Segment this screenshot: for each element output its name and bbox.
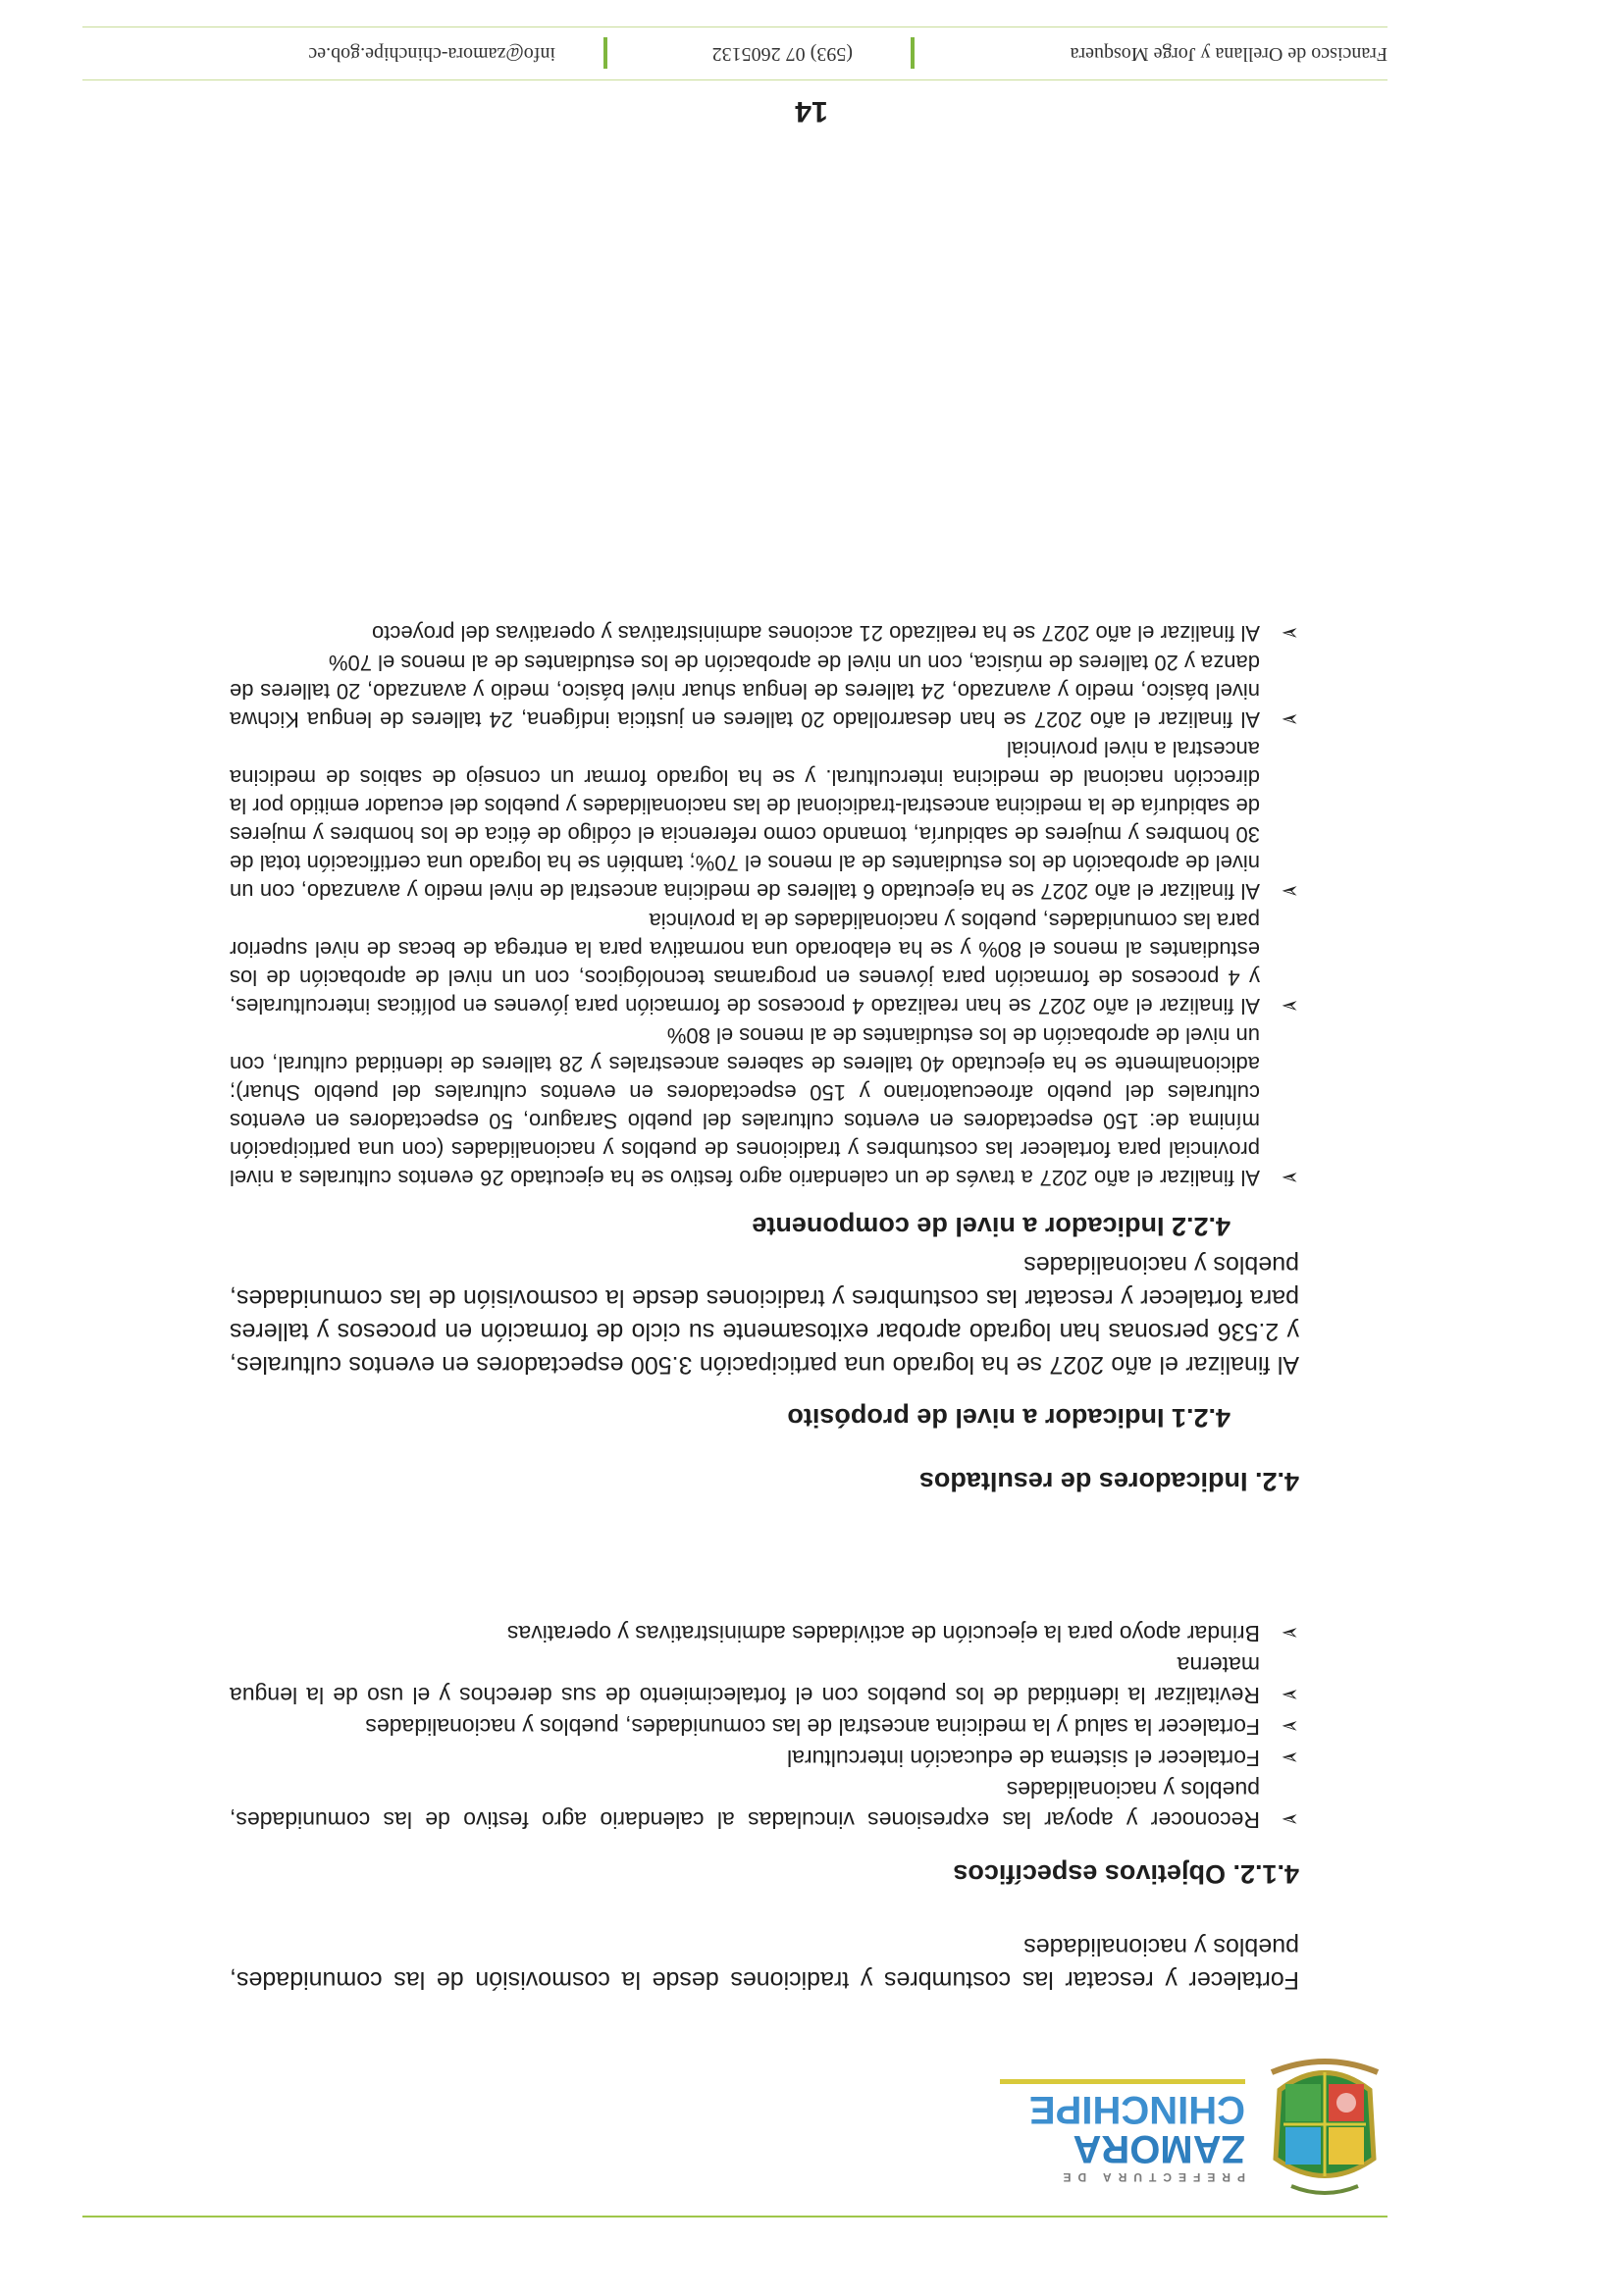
arrow-bullet-icon: ➢ <box>1281 1166 1299 1190</box>
header-top-rule <box>82 2216 1387 2218</box>
arrow-bullet-icon: ➢ <box>1281 1807 1299 1832</box>
indicator-text: Al finalizar el año 2027 se ha realizado 21 acciones administrativas y operativas del proyecto <box>372 621 1260 646</box>
list-item <box>230 735 1299 906</box>
provincial-seal-icon <box>1262 2051 1387 2198</box>
objective-text: Fortalecer la salud y la medicina ancestral de las comunidades, pueblos y nacionalidades <box>365 1714 1260 1740</box>
logo-prefix: PREFECTURA DE <box>1056 2170 1245 2184</box>
footer-address: Francisco de Orellana y Jorge Mosquera <box>1070 43 1387 65</box>
list-item <box>230 1618 1299 1648</box>
list-item <box>230 907 1299 1020</box>
list-item <box>230 1649 1299 1710</box>
indicator-text: Al finalizar el año 2027 a través de un calendario agro festivo se ha ejecutado 26 eventos culturales a nivel provincial para fortalecer las costumbres y tradiciones de pueblos y nacionalidades (con una participación mínima de: 150 espectadores en eventos culturales del pueblo Saraguro, 50 espectadores en eventos culturales del pueblo afroecuatoriano y 150 espectadores en eventos culturales del pueblo Shuar); adicionalmente se ha ejecutado 40 talleres de saberes ancestrales y 28 talleres de identidad cultural, con un nivel de aprobación de los estudiantes de al menos el 80% <box>230 1023 1260 1190</box>
list-item <box>230 1743 1299 1773</box>
list-item <box>230 649 1299 734</box>
objective-text: Reconocer y apoyar las expresiones vinculadas al calendario agro festivo de las comunidades, pueblos y nacionalidades <box>230 1777 1260 1833</box>
component-indicators-list <box>230 618 1299 1192</box>
purpose-indicator-paragraph: Al finalizar el año 2027 se ha logrado una participación 3.500 espectadores en eventos culturales, y 2.536 personas han logrado aprobar exitosamente su ciclo de formación en procesos y talleres para fortalecer y rescatar las costumbres y tradiciones desde la cosmovisión de las comunidades, pueblos y nacionalidades <box>230 1251 1299 1379</box>
footer-separator <box>603 37 607 69</box>
arrow-bullet-icon: ➢ <box>1281 1714 1299 1739</box>
logo-chinchipe: CHINCHIPE <box>1028 2088 1245 2131</box>
section-422-heading: 4.2.2 Indicador a nivel de componente <box>752 1212 1230 1241</box>
logo-underline <box>1000 2079 1245 2084</box>
arrow-bullet-icon: ➢ <box>1281 1621 1299 1645</box>
section-421-heading: 4.2.1 Indicador a nivel de propósito <box>787 1403 1230 1433</box>
arrow-bullet-icon: ➢ <box>1281 879 1299 904</box>
footer-bottom-rule <box>82 26 1387 27</box>
objective-text: Brindar apoyo para la ejecución de actividades administrativas y operativas <box>506 1621 1260 1646</box>
objectives-list <box>230 1617 1299 1835</box>
logo-zamora: ZAMORA <box>1073 2127 1245 2170</box>
footer-phone: (593) 07 2605132 <box>711 43 853 65</box>
section-42-heading: 4.2. Indicadores de resultados <box>918 1467 1299 1496</box>
intro-paragraph: Fortalecer y rescatar las costumbres y tradiciones desde la cosmovisión de las comunidades, pueblos y nacionalidades <box>230 1933 1299 1994</box>
page-footer <box>82 35 1387 71</box>
arrow-bullet-icon: ➢ <box>1281 994 1299 1018</box>
indicator-text: Al finalizar el año 2027 se han desarrollado 20 talleres en justicia indígena, 24 talleres de lengua Kichwa nivel básico, medio y avanzado, 24 talleres de lengua shuar nivel básico, medio y avanzado, 20 talleres de danza y 20 talleres de música, con un nivel de aprobación de los estudiantes de al menos el 70% <box>230 651 1260 732</box>
section-412-heading: 4.1.2. Objetivos específicos <box>953 1859 1299 1889</box>
indicator-text: Al finalizar el año 2027 se ha ejecutado 6 talleres de medicina ancestral de nivel medio y avanzado, con un nivel de aprobación de los estudiantes de al menos el 70%; también se ha logrado una certificación total de 30 hombres y mujeres de sabiduría, tomando como referencia el código de ética de los hombres y mujeres de sabiduría de la medicina ancestral-tradicional de las nacionalidades y pueblos del ecuador emitido por la dirección nacional de medicina intercultural. y se ha logrado formar un consejo de sabios de medicina ancestral a nivel provincial <box>230 737 1260 904</box>
objective-text: Revitalizar la identidad de los pueblos con el fortalecimiento de sus derechos y el uso de la lengua materna <box>230 1652 1260 1708</box>
indicator-text: Al finalizar el año 2027 se han realizado 4 procesos de formación para jóvenes en políticas interculturales, y 4 procesos de formación para jóvenes en programas tecnológicos, con un nivel de aprobación de los estudiantes al menos el 80% y se ha elaborado una normativa para la entrega de becas de nivel superior para las comunidades, pueblos y nacionalidades de la provincia <box>230 909 1260 1018</box>
arrow-bullet-icon: ➢ <box>1281 621 1299 646</box>
footer-email: info@zamora-chinchipe.gob.ec <box>308 43 555 65</box>
list-item <box>230 1711 1299 1742</box>
objective-text: Fortalecer el sistema de educación intercultural <box>787 1746 1260 1771</box>
arrow-bullet-icon: ➢ <box>1281 707 1299 732</box>
arrow-bullet-icon: ➢ <box>1281 1683 1299 1707</box>
footer-separator <box>911 37 915 69</box>
arrow-bullet-icon: ➢ <box>1281 1746 1299 1770</box>
page-number: 14 <box>795 95 828 128</box>
list-item <box>230 1021 1299 1192</box>
list-item <box>230 619 1299 648</box>
prefectura-logo <box>995 2051 1387 2198</box>
footer-top-rule <box>82 79 1387 80</box>
list-item <box>230 1774 1299 1835</box>
